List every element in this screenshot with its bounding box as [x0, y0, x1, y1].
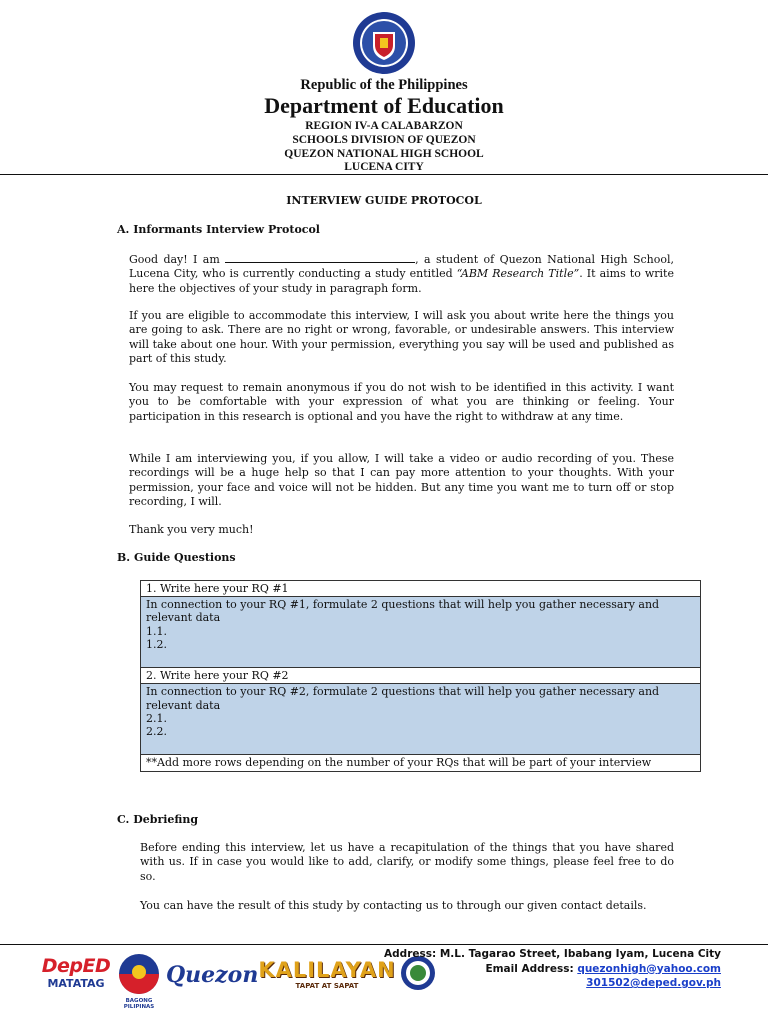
- header-divider: [0, 174, 768, 175]
- intro-paragraph: Good day! I am , a student of Quezon National High School, Lucena City, who is currently conducting a study entitled “ABM Research Title”. It aims to write here the objectives of your study in paragraph form.: [129, 253, 674, 295]
- footer-email-line: Email Address: quezonhigh@yahoo.com: [485, 962, 721, 975]
- rq2-cell: 2. Write here your RQ #2: [141, 668, 701, 684]
- rq1-prompt: In connection to your RQ #1, formulate 2 questions that will help you gather necessary and relevant data: [146, 598, 660, 625]
- table-row: [141, 668, 701, 684]
- deped-matatag-logo: DepED MATATAG: [41, 955, 111, 990]
- table-row: [141, 755, 701, 771]
- rq2-prompt: In connection to your RQ #2, formulate 2 questions that will help you gather necessary and relevant data: [146, 685, 660, 712]
- debriefing-paragraph: Before ending this interview, let us have a recapitulation of the things that you have shared with us. If in case you would like to add, clarify, or modify some things, please feel free to do so.: [140, 841, 674, 883]
- thank-you-line: Thank you very much!: [129, 523, 254, 536]
- table-row: [141, 597, 701, 668]
- document-title: INTERVIEW GUIDE PROTOCOL: [286, 194, 482, 207]
- republic-line: Republic of the Philippines: [300, 77, 468, 93]
- rq1-cell: 1. Write here your RQ #1: [141, 581, 701, 597]
- section-b-heading: B. Guide Questions: [117, 551, 236, 564]
- kalilayan-logo: KALILAYAN TAPAT AT SAPAT: [258, 958, 396, 990]
- rq1-questions-cell: [141, 597, 701, 668]
- table-row: [141, 684, 701, 755]
- recording-paragraph: While I am interviewing you, if you allow, I will take a video or audio recording of you. These recordings will be a huge help so that I can pay more attention to your thoughts. With your permission, your face and voice will not be hidden. But any time you want me to turn off or stop recording, I will.: [129, 452, 674, 509]
- table-row: [141, 581, 701, 597]
- section-c-heading: C. Debriefing: [117, 813, 199, 826]
- department-name: Department of Education: [264, 93, 504, 118]
- footer-address: Address: M.L. Tagarao Street, Ibabang Iyam, Lucena City: [384, 948, 721, 960]
- rq1-question-2: 1.2.: [146, 637, 167, 651]
- footer-divider: [0, 944, 768, 945]
- rq2-question-1: 2.1.: [146, 711, 167, 725]
- note-cell: **Add more rows depending on the number of your RQs that will be part of your interview: [141, 755, 701, 771]
- results-paragraph: You can have the result of this study by contacting us to through our given contact details.: [140, 899, 647, 912]
- eligibility-paragraph: If you are eligible to accommodate this interview, I will ask you about write here the things you are going to ask. There are no right or wrong, favorable, or undesirable answers. This interview will take about one hour. With your permission, everything you say will be used and published as part of this study.: [129, 309, 674, 366]
- footer-contact: [384, 947, 721, 991]
- anonymity-paragraph: You may request to remain anonymous if you do not wish to be identified in this activity. I want you to be comfortable with your expression of what you are thinking or feeling. Your participation in this research is optional and you have the right to withdraw at any time.: [129, 381, 674, 423]
- bagong-pilipinas-emblem-icon: [117, 952, 161, 996]
- region-line: REGION IV-A CALABARZON: [305, 120, 463, 132]
- school-line: QUEZON NATIONAL HIGH SCHOOL: [284, 148, 484, 160]
- rq2-question-2: 2.2.: [146, 725, 167, 739]
- division-line: SCHOOLS DIVISION OF QUEZON: [292, 134, 476, 146]
- rq1-question-1: 1.1.: [146, 624, 167, 638]
- section-a-heading: A. Informants Interview Protocol: [117, 223, 320, 236]
- rq2-questions-cell: [141, 684, 701, 755]
- email-link-2[interactable]: 301502@deped.gov.ph: [586, 977, 721, 989]
- name-blank[interactable]: [225, 252, 415, 263]
- deped-seal-icon: [351, 10, 417, 76]
- bagong-pilipinas-logo: BAGONG PILIPINAS: [112, 952, 166, 1010]
- email-link-1[interactable]: quezonhigh@yahoo.com: [577, 962, 721, 975]
- city-line: LUCENA CITY: [344, 161, 424, 173]
- deped-quezon-logo: Quezon: [166, 962, 259, 988]
- guide-questions-table: [140, 580, 701, 772]
